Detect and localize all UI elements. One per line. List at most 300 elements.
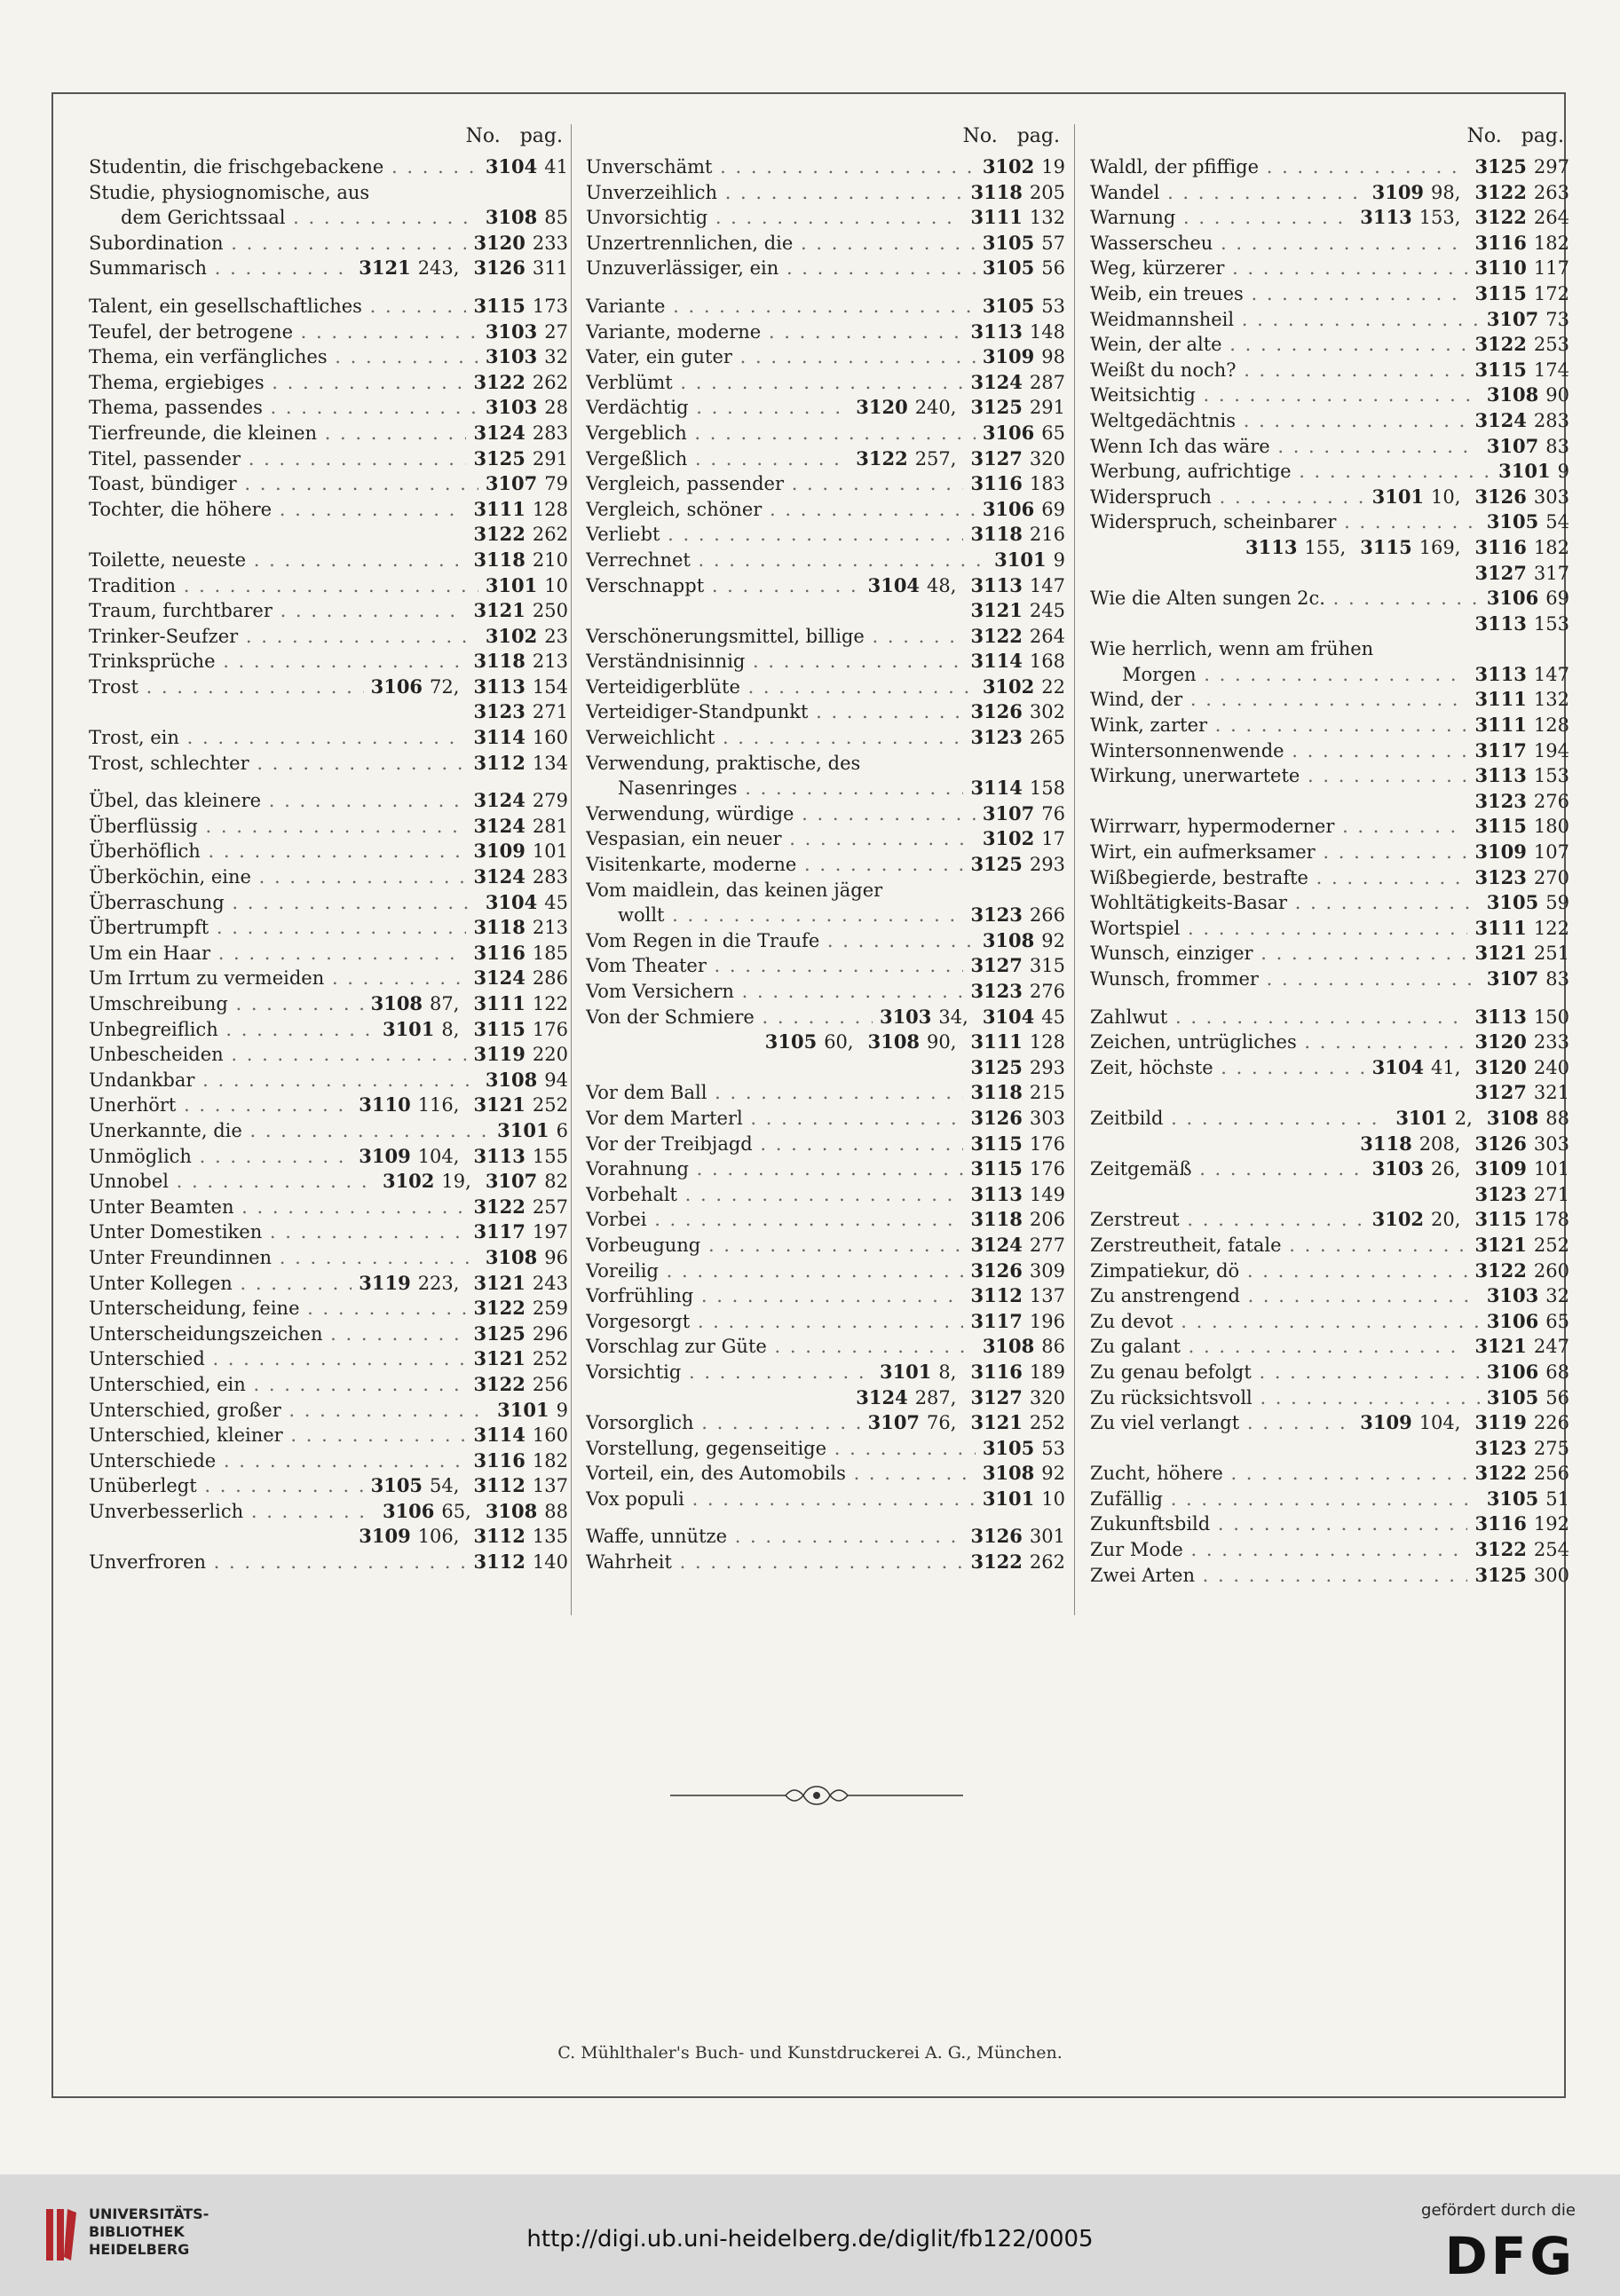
- page-number: 28: [544, 397, 568, 419]
- entry-references: [466, 1346, 568, 1372]
- issue-number: 3112: [970, 1284, 1023, 1307]
- page-number: 243: [532, 1272, 568, 1294]
- issue-number: 3126: [1474, 485, 1527, 508]
- issue-number: 3115: [1474, 358, 1527, 381]
- page-number: 106,: [417, 1526, 460, 1548]
- issue-number: 3107: [485, 472, 538, 495]
- issue-number: 3112: [473, 1525, 526, 1548]
- index-entry: [1090, 1309, 1569, 1335]
- index-entry: [89, 991, 568, 1017]
- index-entry: [1090, 1436, 1569, 1462]
- entry-references: [1467, 231, 1569, 256]
- entry-references: [1467, 789, 1569, 815]
- entry-references: [352, 1524, 568, 1550]
- page-number: 53: [1041, 1437, 1065, 1459]
- issue-number: 3109: [1474, 1157, 1527, 1180]
- index-entry: [89, 941, 568, 967]
- index-entry: [1090, 383, 1569, 408]
- index-entry: [586, 1309, 1065, 1335]
- entry-references: [466, 1448, 568, 1474]
- page-number: 252: [532, 1348, 568, 1370]
- issue-number: 3107: [867, 1411, 921, 1434]
- index-entry: [89, 649, 568, 675]
- entry-title: Zufällig . . .: [1090, 1487, 1480, 1512]
- page-number: 104,: [1418, 1412, 1461, 1434]
- index-entry: [586, 1461, 1065, 1487]
- page-number: 271: [1533, 1183, 1569, 1205]
- entry-references: [873, 1005, 1065, 1030]
- issue-number: 3116: [1474, 1512, 1527, 1535]
- entry-references: [1353, 1410, 1569, 1436]
- page-number: 233: [532, 232, 568, 254]
- entry-references: [1365, 1055, 1569, 1081]
- issue-number: 3107: [485, 1170, 538, 1193]
- issue-number: 3123: [473, 700, 526, 723]
- index-entry: [89, 814, 568, 840]
- entry-title: Toast, bündiger . . .: [89, 471, 478, 497]
- index-entry: [1090, 231, 1569, 256]
- entry-references: [963, 1055, 1065, 1081]
- index-entry: [586, 852, 1065, 878]
- issue-number: 3123: [1474, 865, 1527, 888]
- issue-number: 3120: [473, 231, 526, 254]
- entry-title: Wunsch, frommer . . .: [1090, 967, 1480, 992]
- page-number: 128: [532, 498, 568, 520]
- entry-references: [963, 979, 1065, 1005]
- index-entry: [1090, 509, 1569, 535]
- issue-number: 3109: [982, 345, 1035, 368]
- page-number: 275: [1533, 1437, 1569, 1459]
- index-entry: [1090, 1385, 1569, 1411]
- index-column-1: [89, 119, 568, 1575]
- page-number: 263: [1533, 181, 1569, 203]
- page-number: 301: [1029, 1526, 1065, 1548]
- index-entry: [89, 839, 568, 864]
- entry-references: [1467, 561, 1569, 587]
- entry-references: [466, 941, 568, 967]
- issue-number: 3123: [970, 903, 1023, 927]
- issue-number: 3118: [473, 548, 526, 571]
- issue-number: 3104: [1371, 1055, 1425, 1078]
- entry-references: [1480, 1309, 1569, 1335]
- issue-number: 3122: [1474, 206, 1527, 229]
- entry-references: [466, 1550, 568, 1575]
- page-number: 233: [1533, 1031, 1569, 1053]
- index-entry: [1090, 941, 1569, 967]
- library-name-line: HEIDELBERG: [89, 2241, 190, 2258]
- entry-title: Trost, schlechter . . .: [89, 751, 466, 777]
- index-entry: [586, 1436, 1065, 1462]
- index-entry: [89, 1296, 568, 1322]
- index-entry: [89, 1093, 568, 1118]
- entry-references: [976, 675, 1065, 700]
- issue-number: 3126: [1474, 1132, 1527, 1155]
- index-entry: [89, 1322, 568, 1347]
- entry-title: Thema, passendes . . .: [89, 395, 478, 421]
- index-entry: [586, 979, 1065, 1005]
- entry-title: Verteidigerblüte . . .: [586, 675, 976, 700]
- issue-number: 3113: [970, 1182, 1023, 1205]
- index-entry: [586, 1385, 1065, 1411]
- index-entry: [586, 1106, 1065, 1132]
- issue-number: 3108: [982, 928, 1035, 951]
- entry-references: [963, 1283, 1065, 1309]
- index-entry: [586, 1550, 1065, 1575]
- page-number: 176: [532, 1018, 568, 1040]
- page-number: 107: [1533, 841, 1569, 864]
- index-entry: [586, 1410, 1065, 1436]
- page-number: 276: [1533, 790, 1569, 812]
- issue-number: 3127: [1474, 561, 1527, 584]
- issue-number: 3106: [982, 421, 1035, 444]
- entry-title: Wasserscheu . . .: [1090, 231, 1467, 256]
- issue-number: 3118: [473, 650, 526, 673]
- entry-references: [466, 1372, 568, 1398]
- entry-title: Vox populi . . .: [586, 1487, 976, 1512]
- page-number: 86: [1041, 1336, 1065, 1358]
- entry-title: Verliebt . . .: [586, 522, 963, 548]
- page-number: 262: [532, 524, 568, 546]
- entry-references: [1467, 1563, 1569, 1589]
- issue-number: 3120: [1474, 1055, 1527, 1078]
- entry-title: Unverbesserlich . . .: [89, 1499, 375, 1525]
- entry-references: [1467, 1233, 1569, 1258]
- entry-title: Überköchin, eine . . .: [89, 864, 466, 890]
- page-number: 257,: [914, 447, 957, 469]
- page-number: 257: [532, 1195, 568, 1218]
- index-entry: [89, 154, 568, 180]
- issue-number: 3101: [497, 1118, 549, 1141]
- index-entry: [586, 826, 1065, 852]
- issue-number: 3107: [1486, 307, 1539, 330]
- issue-number: 3102: [1371, 1208, 1425, 1231]
- page-number: 266: [1029, 904, 1065, 927]
- entry-title: Wunsch, einziger . . .: [1090, 941, 1467, 967]
- page-number: 153: [1533, 765, 1569, 787]
- page-number: 281: [532, 815, 568, 837]
- entry-references: [1467, 1005, 1569, 1030]
- index-entry: [586, 624, 1065, 650]
- index-entry: [586, 878, 1065, 903]
- page-number: 216: [1029, 524, 1065, 546]
- issue-number: 3106: [1486, 587, 1539, 610]
- issue-number: 3108: [1486, 1106, 1539, 1129]
- issue-number: 3110: [1474, 256, 1527, 280]
- entry-references: [1365, 180, 1569, 206]
- issue-number: 3117: [1474, 738, 1527, 761]
- entry-title: Teufel, der betrogene . . .: [89, 320, 478, 345]
- page-number: 69: [1545, 588, 1569, 610]
- entry-title: Vorfrühling . . .: [586, 1283, 963, 1309]
- entry-references: [963, 624, 1065, 650]
- page-number: 210: [532, 548, 568, 571]
- issue-number: 3124: [473, 865, 526, 888]
- issue-number: 3123: [1474, 789, 1527, 812]
- issue-number: 3105: [1486, 891, 1539, 914]
- page-number: 54: [1545, 511, 1569, 533]
- entry-title: Wirkung, unerwartete . . .: [1090, 763, 1467, 789]
- entry-references: [976, 1487, 1065, 1512]
- entry-title: Trost, ein . . .: [89, 725, 466, 751]
- page-number: 10: [1041, 1487, 1065, 1510]
- page-number: 8,: [441, 1018, 460, 1040]
- entry-references: [466, 839, 568, 864]
- entry-title: Tochter, die höhere . . .: [89, 497, 466, 523]
- entry-references: [1467, 1537, 1569, 1563]
- issue-number: 3105: [1486, 1385, 1539, 1408]
- issue-number: 3122: [473, 523, 526, 546]
- page-number: 148: [1029, 320, 1065, 343]
- issue-number: 3105: [1486, 510, 1539, 533]
- index-entry: [586, 1487, 1065, 1512]
- entry-references: [1480, 307, 1569, 333]
- entry-title: Vom Regen in die Traufe . . .: [586, 928, 976, 954]
- page-number: 51: [1545, 1487, 1569, 1510]
- issue-number: 3106: [982, 497, 1035, 520]
- entry-title: Zur Mode . . .: [1090, 1537, 1467, 1563]
- index-entry: [1090, 1207, 1569, 1233]
- entry-title: Zahlwut . . .: [1090, 1005, 1467, 1030]
- issue-number: 3118: [473, 916, 526, 939]
- issue-number: 3102: [485, 624, 538, 647]
- entry-references: [963, 1233, 1065, 1258]
- index-entry: [89, 320, 568, 345]
- entry-references: [1467, 408, 1569, 434]
- index-entry: [1090, 1233, 1569, 1258]
- issue-number: 3111: [970, 1030, 1023, 1053]
- index-entry: [89, 598, 568, 624]
- issue-number: 3121: [1474, 942, 1527, 965]
- index-entry: [89, 370, 568, 396]
- entry-references: [963, 471, 1065, 497]
- entry-references: [466, 231, 568, 256]
- entry-references: [963, 852, 1065, 878]
- issue-number: 3127: [970, 446, 1023, 469]
- index-entry: [586, 548, 1065, 573]
- entry-title: Weißt du noch? . . .: [1090, 358, 1467, 383]
- issue-number: 3107: [982, 801, 1035, 825]
- entry-references: [466, 1195, 568, 1220]
- index-entry: [1090, 1030, 1569, 1055]
- entry-title: Voreilig . . .: [586, 1258, 963, 1284]
- issue-number: 3112: [473, 751, 526, 774]
- page-number: 287: [1029, 371, 1065, 393]
- entry-references: [1480, 967, 1569, 992]
- entry-title: Unzertrennlichen, die . . .: [586, 231, 976, 256]
- page-number: 276: [1029, 981, 1065, 1002]
- page-number: 96: [544, 1246, 568, 1268]
- index-entry: [1090, 205, 1569, 231]
- page-number: 27: [544, 320, 568, 343]
- index-entry: [1090, 967, 1569, 992]
- entry-title: Vorstellung, gegenseitige . . .: [586, 1436, 976, 1462]
- issue-number: 3127: [1474, 1081, 1527, 1104]
- page-number: 85: [544, 207, 568, 229]
- issue-number: 3113: [970, 320, 1023, 343]
- entry-references: [478, 1245, 568, 1271]
- issue-number: 3117: [970, 1309, 1023, 1332]
- issue-number: 3105: [370, 1474, 423, 1497]
- index-entry: [1090, 180, 1569, 206]
- page-number: 194: [1533, 739, 1569, 761]
- index-entry: [89, 497, 568, 523]
- entry-references: [466, 966, 568, 991]
- issue-number: 3108: [370, 992, 423, 1014]
- index-entry: [89, 573, 568, 599]
- page-number: 10,: [1431, 485, 1461, 508]
- index-entry: [1090, 890, 1569, 916]
- column-header: [1090, 119, 1569, 154]
- entry-title: Tradition . . .: [89, 573, 478, 599]
- page-number: 104,: [417, 1145, 460, 1167]
- entry-references: [466, 1296, 568, 1322]
- entry-references: [466, 421, 568, 446]
- entry-references: [1467, 281, 1569, 307]
- index-entry: [586, 903, 1065, 928]
- issue-number: 3125: [1474, 1563, 1527, 1586]
- issue-number: 3122: [970, 1550, 1023, 1574]
- entry-references: [478, 624, 568, 650]
- entry-references: [1467, 1030, 1569, 1055]
- entry-references: [1467, 1182, 1569, 1208]
- issue-number: 3113: [970, 573, 1023, 596]
- index-entry: [89, 725, 568, 751]
- index-entry: [1090, 738, 1569, 764]
- index-entry: [1090, 636, 1569, 662]
- entry-title: Unbegreiflich . . .: [89, 1017, 375, 1043]
- index-entry: [1090, 459, 1569, 485]
- issue-number: 3121: [1474, 1335, 1527, 1358]
- issue-number: 3124: [970, 1233, 1023, 1256]
- page-number: 69: [1041, 498, 1065, 520]
- page-number: 19,: [441, 1171, 471, 1193]
- page-number: 173: [532, 295, 568, 317]
- entry-title: Wandel . . .: [1090, 180, 1365, 206]
- page-number: 271: [532, 701, 568, 723]
- page-number: 65: [1545, 1310, 1569, 1332]
- index-entry: [586, 1156, 1065, 1182]
- entry-references: [478, 1068, 568, 1093]
- issue-number: 3120: [856, 396, 908, 419]
- entry-title: Wißbegierde, bestrafte . . .: [1090, 865, 1467, 891]
- index-entry: [586, 256, 1065, 281]
- issue-number: 3108: [867, 1030, 921, 1053]
- page-number: 213: [532, 651, 568, 673]
- index-entry: [1090, 1080, 1569, 1106]
- issue-number: 3104: [485, 155, 538, 178]
- page-number: 252: [1533, 1234, 1569, 1256]
- page-number: 48,: [927, 574, 957, 596]
- entry-title: Wein, der alte . . .: [1090, 332, 1467, 358]
- issue-number: 3113: [1474, 662, 1527, 685]
- entry-references: [963, 1550, 1065, 1575]
- page-number: 205: [1029, 181, 1065, 203]
- index-entry: [586, 1132, 1065, 1157]
- permalink-url[interactable]: http://digi.ub.uni-heidelberg.de/diglit/fb122/0005: [526, 2226, 1094, 2253]
- index-entry: [1090, 1360, 1569, 1385]
- entry-references: [1467, 713, 1569, 738]
- dfg-logo[interactable]: DFG: [1444, 2226, 1576, 2286]
- page-number: 8,: [938, 1361, 957, 1383]
- library-name-line: BIBLIOTHEK: [89, 2223, 185, 2240]
- issue-number: 3102: [982, 675, 1035, 698]
- issue-number: 3118: [970, 1081, 1023, 1104]
- index-entry: [586, 675, 1065, 700]
- entry-references: [1480, 586, 1569, 611]
- index-entry: [586, 497, 1065, 523]
- entry-references: [1467, 865, 1569, 891]
- entry-title: Studentin, die frischgebackene . . .: [89, 154, 478, 180]
- index-entry: [586, 1055, 1065, 1081]
- issue-number: 3109: [1371, 180, 1425, 203]
- entry-title: Wintersonnenwende . . .: [1090, 738, 1467, 764]
- entry-title: Titel, passender . . .: [89, 446, 466, 472]
- entry-references: [963, 1106, 1065, 1132]
- index-entry: [1090, 865, 1569, 891]
- index-entry: [1090, 1563, 1569, 1589]
- index-entry: [89, 966, 568, 991]
- page-number: 283: [1533, 409, 1569, 431]
- entry-references: [375, 1017, 568, 1043]
- entry-references: [963, 776, 1065, 801]
- issue-number: 3113: [1474, 1005, 1527, 1028]
- entry-title: Zukunftsbild . . .: [1090, 1511, 1467, 1537]
- index-entry: [586, 1233, 1065, 1258]
- funding-label: gefördert durch die: [1421, 2201, 1576, 2220]
- issue-number: 3121: [970, 1411, 1023, 1434]
- page-number: 243,: [417, 257, 460, 280]
- entry-references: [963, 1258, 1065, 1284]
- page-number: 196: [1029, 1310, 1065, 1332]
- issue-number: 3125: [970, 853, 1023, 876]
- index-entry: [89, 699, 568, 725]
- page-number: 283: [532, 422, 568, 444]
- page-number: 92: [1041, 929, 1065, 951]
- entry-title: Vorteil, ein, des Automobils . . .: [586, 1461, 976, 1487]
- entry-title: Trost . . .: [89, 675, 364, 700]
- issue-number: 3106: [1486, 1309, 1539, 1332]
- entry-title: Zeit, höchste . . .: [1090, 1055, 1365, 1081]
- entry-title: Unterschied, kleiner . . .: [89, 1423, 466, 1448]
- page-number: 54,: [430, 1475, 460, 1497]
- no-header: No.: [962, 125, 998, 147]
- index-entry: [1090, 1487, 1569, 1512]
- issue-number: 3121: [970, 599, 1023, 622]
- entry-title: Vorsichtig . . .: [586, 1360, 873, 1385]
- entry-title: Unerhört . . .: [89, 1093, 352, 1118]
- page-number: 291: [532, 447, 568, 469]
- issue-number: 3121: [473, 1271, 526, 1294]
- entry-title: Vater, ein guter . . .: [586, 344, 976, 370]
- entry-title: Übertrumpft . . .: [89, 915, 466, 941]
- entry-title: Unverfroren . . .: [89, 1550, 466, 1575]
- index-entry: [586, 1207, 1065, 1233]
- page-number: 254: [1533, 1539, 1569, 1561]
- page-number: 315: [1029, 955, 1065, 977]
- entry-references: [478, 205, 568, 231]
- entry-title: Warnung . . .: [1090, 205, 1353, 231]
- entry-references: [466, 294, 568, 320]
- entry-title: Vor dem Marterl . . .: [586, 1106, 963, 1132]
- entry-references: [466, 725, 568, 751]
- entry-title: Studie, physiognomische, aus: [89, 181, 370, 203]
- index-entry: [586, 205, 1065, 231]
- issue-number: 3118: [1360, 1132, 1412, 1155]
- entry-title: Vom maidlein, das keinen jäger: [586, 879, 883, 901]
- index-entry: [89, 294, 568, 320]
- page-number: 83: [1545, 968, 1569, 990]
- index-entry: [586, 370, 1065, 396]
